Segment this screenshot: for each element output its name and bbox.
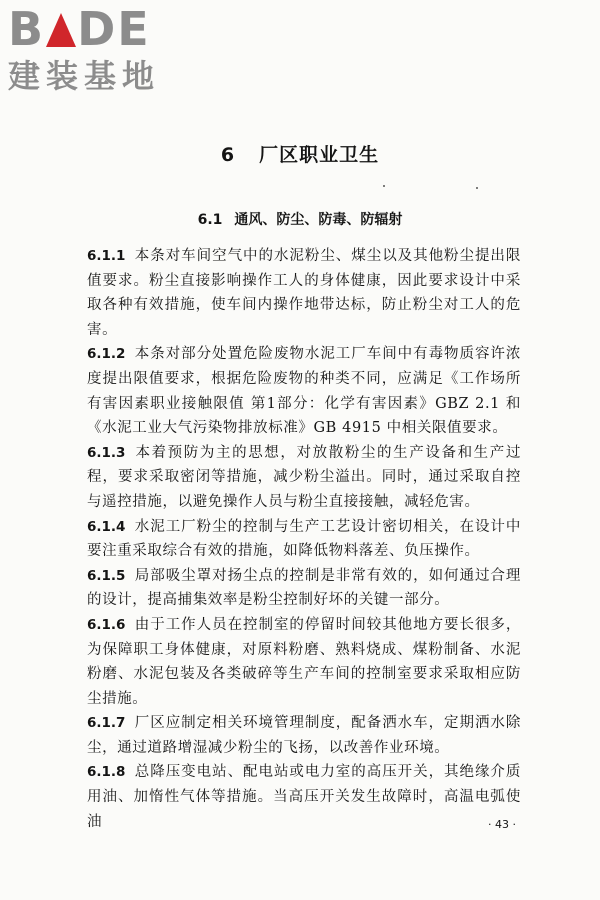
logo-letters-de: DE	[77, 2, 151, 56]
clause-list	[87, 244, 521, 834]
clause	[87, 760, 521, 834]
clause-number: 6.1.4	[87, 518, 126, 535]
clause-text: 水泥工厂粉尘的控制与生产工艺设计密切相关，在设计中要注重采取综合有效的措施，如降低物料落差、负压操作。	[87, 518, 521, 560]
clause	[87, 711, 521, 760]
scan-speck	[476, 187, 478, 189]
page-number: · 43 ·	[488, 818, 516, 831]
clause-number: 6.1.1	[87, 248, 126, 264]
section-number: 6.1	[197, 212, 223, 228]
clause	[87, 515, 521, 564]
clause-text: 本条对部分处置危险废物水泥工厂车间中有毒物质容许浓度提出限值要求，根据危险废物的种类不同，应满足《工作场所有害因素职业接触限值 第1部分：化学有害因素》GBZ 2.1 和《水泥工业大气污染物排放标准》GB 4915 中相关限值要求。	[87, 346, 521, 437]
clause-number: 6.1.2	[87, 346, 126, 363]
bade-logo	[8, 4, 178, 96]
clause	[87, 564, 521, 613]
logo-letter-b: B	[8, 2, 46, 56]
chapter-number: 6	[220, 144, 236, 166]
clause-number: 6.1.7	[87, 715, 126, 732]
clause	[87, 244, 521, 342]
clause-text: 本条对车间空气中的水泥粉尘、煤尘以及其他粉尘提出限值要求。粉尘直接影响操作工人的身体健康，因此要求设计中采取各种有效措施，使车间内操作地带达标，防止粉尘对工人的危害。	[87, 248, 521, 338]
clause-number: 6.1.5	[87, 567, 126, 584]
section-title	[0, 209, 600, 229]
clause	[87, 441, 521, 515]
clause-text: 由于工作人员在控制室的停留时间较其他地方要长很多，为保障职工身体健康，对原料粉磨、熟料烧成、煤粉制备、水泥粉磨、水泥包装及各类破碎等生产车间的控制室要求采取相应防尘措施。	[87, 616, 521, 707]
logo-wordmark	[8, 4, 178, 54]
chapter-title	[0, 140, 600, 167]
logo-subtitle: 建装基地	[8, 57, 161, 95]
chapter-title-text: 厂区职业卫生	[259, 144, 380, 166]
clause-text: 厂区应制定相关环境管理制度，配备洒水车，定期洒水除尘，通过道路增湿减少粉尘的飞扬，以改善作业环境。	[87, 715, 521, 756]
clause-number: 6.1.8	[87, 764, 126, 781]
section-title-text: 通风、防尘、防毒、防辐射	[234, 212, 403, 228]
clause	[87, 613, 521, 711]
clause-text: 局部吸尘罩对扬尘点的控制是非常有效的，如何通过合理的设计，提高捕集效率是粉尘控制好坏的关键一部分。	[87, 567, 521, 609]
clause	[87, 342, 521, 440]
clause-number: 6.1.3	[87, 444, 126, 461]
clause-number: 6.1.6	[87, 616, 126, 633]
logo-triangle-icon	[46, 13, 76, 47]
clause-text: 本着预防为主的思想，对放散粉尘的生产设备和生产过程，要求采取密闭等措施，减少粉尘溢出。同时，通过采取自控与遥控措施，以避免操作人员与粉尘直接接触，减轻危害。	[87, 444, 521, 510]
scan-speck	[383, 185, 385, 187]
clause-text: 总降压变电站、配电站或电力室的高压开关，其绝缘介质用油、加惰性气体等措施。当高压开关发生故障时，高温电弧使油	[87, 764, 521, 830]
